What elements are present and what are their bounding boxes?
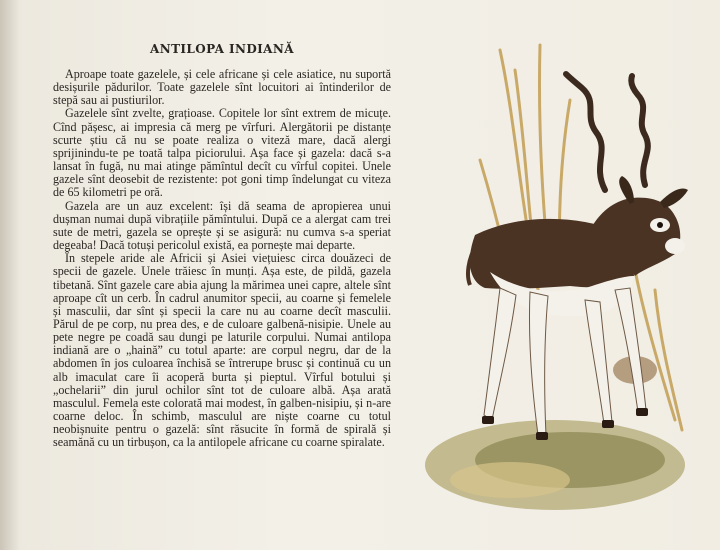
article-body [53,68,391,450]
spiral-horns [566,74,648,190]
paragraph-4: În stepele aride ale Africii și Asiei viețuiesc circa douăzeci de specii de gazele. Unele trăiesc în munți. Așa este, de pildă, gazela tibetană. Sînt gazele care abia ajung la mărimea unei capre, altele sînt aproape cît un cerb. În cadrul anumitor specii, au coarne și femelele și masculii, dar sînt și specii la care nu au coarne decît masculii. Părul de pe corp, nu prea des, e de culoare galbenă-nisipie. Unele au pete negre pe coadă sau dungi pe laturile corpului. Numai antilopa indiană are o „haină” cu totul aparte: are corpul negru, dar de la abdomen în jos culoarea închisă se întrerupe brusc și continuă cu un alb imaculat care îi acoperă burta și pieptul. Vîrful botului și „ochelarii” din jurul ochilor sînt tot de culoare albă. Așa arată masculul. Femela este colorată mai modest, în galben-nisipiu, și n-are coarne deloc. În schimb, masculul are niște coarne cu totul neobișnuite pentru o gazelă: sînt răsucite în formă de spirală și seamănă cu un tirbușon, ca la antilopele africane cu coarne spiralate. [53,251,391,450]
paragraph-1: Aproape toate gazelele, și cele africane și cele asiatice, nu suportă desișurile pădurilor. Toate gazelele sînt locuitori ai întinderilor de stepă sau ai pustiurilor. [53,67,391,108]
ground-patch [425,356,685,510]
blackbuck-illustration [420,40,720,550]
paragraph-2: Gazelele sînt zvelte, grațioase. Copitele lor sînt extrem de micuțe. Cînd pășesc, ai impresia că merg pe vîrfuri. Alergătorii pe distanțe scurte știu că nu se poate realiza o viteză mare, dacă alergi sprijinindu-te pe toată talpa piciorului. Așa face și gazela: dacă s-a lansat în fugă, nu mai atinge pămîntul decît cu vîrful copitei. Unele gazele sînt deosebit de rezistente: pot goni timp îndelungat cu viteza de 65 kilometri pe oră. [53,106,391,200]
paragraph-3: Gazela are un auz excelent: își dă seama de apropierea unui dușman numai după vibrațiile pămîntului. După ce a alergat cam trei sute de metri, gazela se oprește și se asigură: nu cumva s-a speriat degeaba! Dacă totuși pericolul există, ea pornește mai departe. [53,198,391,253]
page-title: ANTILOPA INDIANĂ [150,42,294,56]
